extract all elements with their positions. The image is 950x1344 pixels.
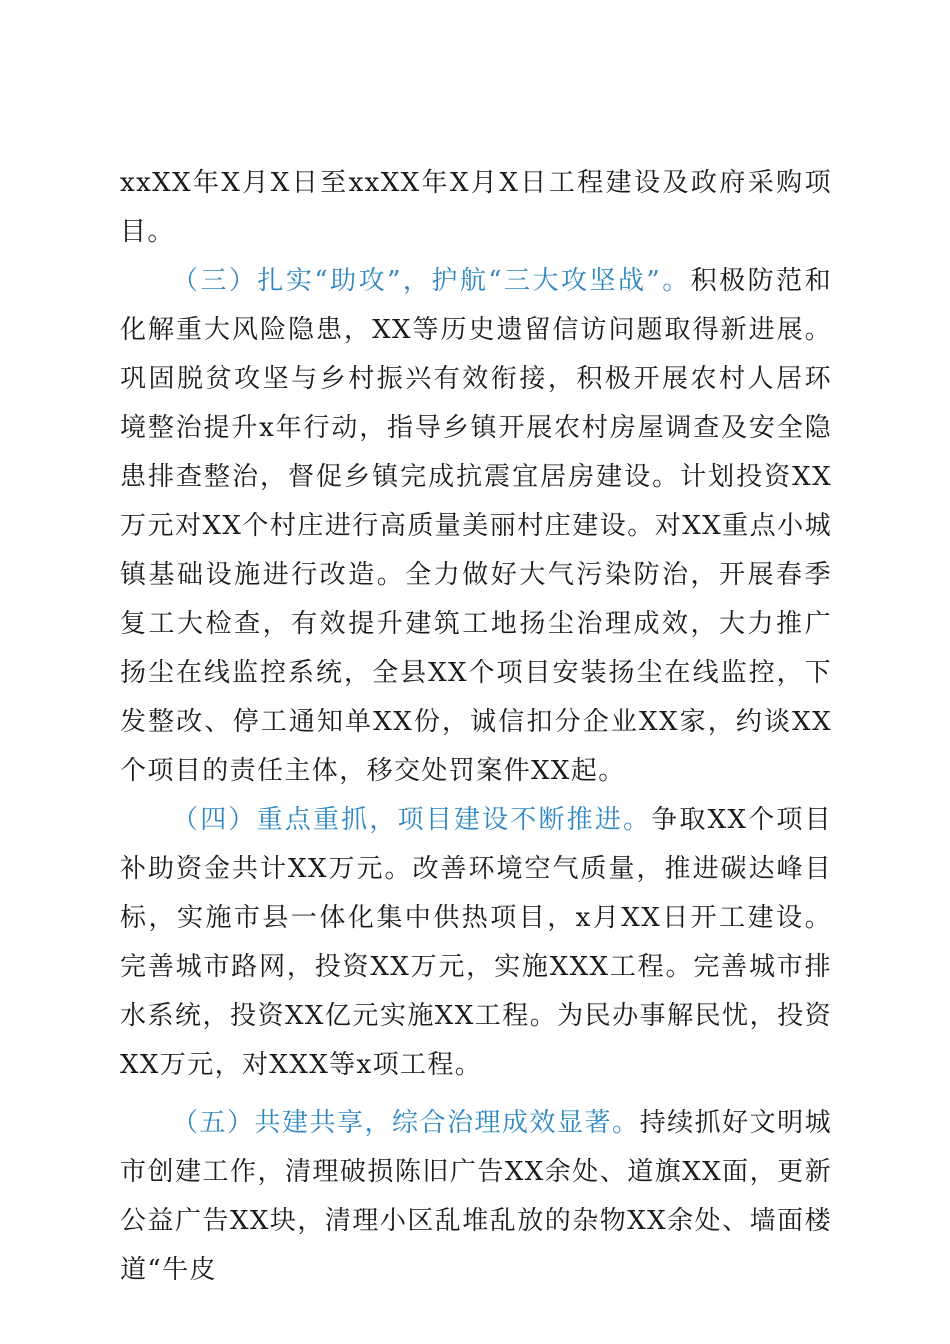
paragraph-section-5 <box>120 1099 832 1295</box>
section-heading: （三）扎实“助攻”，护航“三大攻坚战”。 <box>172 266 691 296</box>
paragraph-section-3 <box>120 257 832 796</box>
paragraph-text: xxXX年X月X日至xxXX年X月X日工程建设及政府采购项目。 <box>120 168 832 247</box>
paragraph-text: 积极防范和化解重大风险隐患，XX等历史遗留信访问题取得新进展。巩固脱贫攻坚与乡村振兴有效衔接，积极开展农村人居环境整治提升x年行动，指导乡镇开展农村房屋调查及安全隐患排查整治，督促乡镇完成抗震宜居房建设。计划投资XX万元对XX个村庄进行高质量美丽村庄建设。对XX重点小城镇基础设施进行改造。全力做好大气污染防治，开展春季复工大检查，有效提升建筑工地扬尘治理成效，大力推广扬尘在线监控系统，全县XX个项目安装扬尘在线监控，下发整改、停工通知单XX份，诚信扣分企业XX家，约谈XX个项目的责任主体，移交处罚案件XX起。 <box>120 266 832 786</box>
section-heading: （四）重点重抓，项目建设不断推进。 <box>172 805 652 835</box>
paragraph-section-4 <box>120 796 832 1090</box>
paragraph-continuation <box>120 159 832 257</box>
section-heading: （五）共建共享，综合治理成效显著。 <box>172 1108 640 1138</box>
paragraph-text: 持续抓好文明城市创建工作，清理破损陈旧广告XX余处、道旗XX面，更新公益广告XX块，清理小区乱堆乱放的杂物XX余处、墙面楼道“牛皮 <box>120 1108 832 1285</box>
document-body <box>120 159 832 1295</box>
paragraph-text: 争取XX个项目补助资金共计XX万元。改善环境空气质量，推进碳达峰目标，实施市县一体化集中供热项目，x月XX日开工建设。完善城市路网，投资XX万元，实施XXX工程。完善城市排水系统，投资XX亿元实施XX工程。为民办事解民忧，投资XX万元，对XXX等x项工程。 <box>120 805 832 1080</box>
